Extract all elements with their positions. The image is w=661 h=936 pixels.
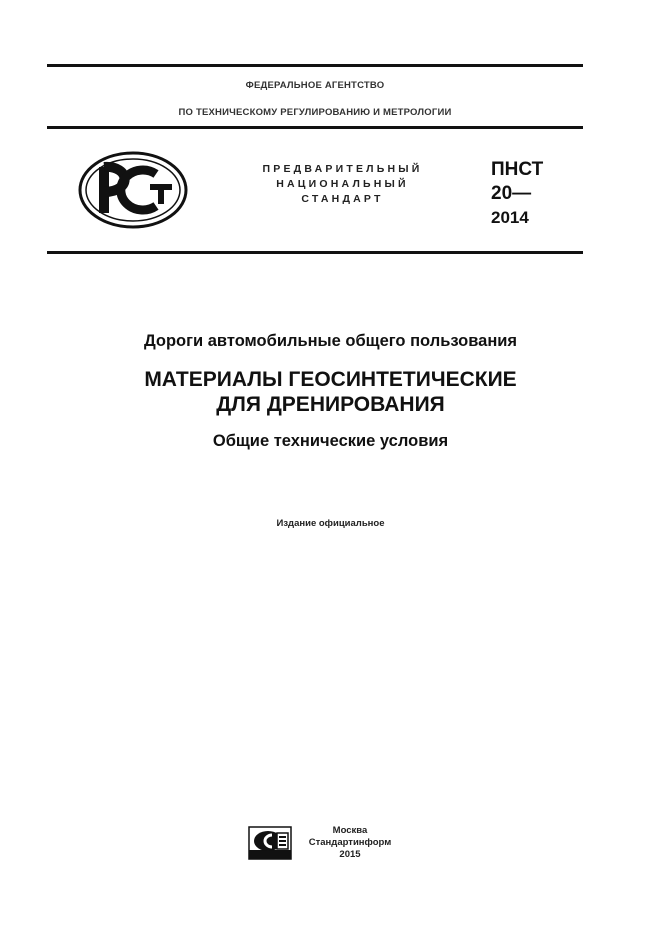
top-rule [47,64,583,67]
standard-type-line-1: ПРЕДВАРИТЕЛЬНЫЙ [262,163,423,175]
document-topic: Дороги автомобильные общего пользования [143,332,518,350]
document-subtitle: Общие технические условия [212,432,449,450]
standard-code [491,158,543,230]
standard-type-line-2: НАЦИОНАЛЬНЫЙ [276,178,409,190]
agency-line-1: ФЕДЕРАЛЬНОЕ АГЕНТСТВО [245,80,385,91]
edition-label: Издание официальное [276,518,385,529]
document-title-line-1: МАТЕРИАЛЫ ГЕОСИНТЕТИЧЕСКИЕ [144,368,517,391]
standard-type [230,162,455,207]
rst-certification-mark-icon [78,150,188,230]
publisher-city: Москва [332,825,368,836]
publisher-info [300,825,400,861]
publisher-name: Стандартинформ [308,837,392,848]
document-title-line-2: ДЛЯ ДРЕНИРОВАНИЯ [216,393,445,416]
standartinform-logo-icon [248,826,292,860]
standard-code-year: 2014 [491,208,529,227]
standard-code-prefix: ПНСТ [491,159,544,180]
header-bottom-rule [47,251,583,254]
agency-line-2: ПО ТЕХНИЧЕСКОМУ РЕГУЛИРОВАНИЮ И МЕТРОЛОГИИ [178,107,452,118]
standard-type-line-3: СТАНДАРТ [301,193,384,205]
document-title [0,367,661,417]
publisher-year: 2015 [339,849,361,860]
standard-code-number: 20— [491,183,532,204]
agency-bottom-rule [47,126,583,129]
